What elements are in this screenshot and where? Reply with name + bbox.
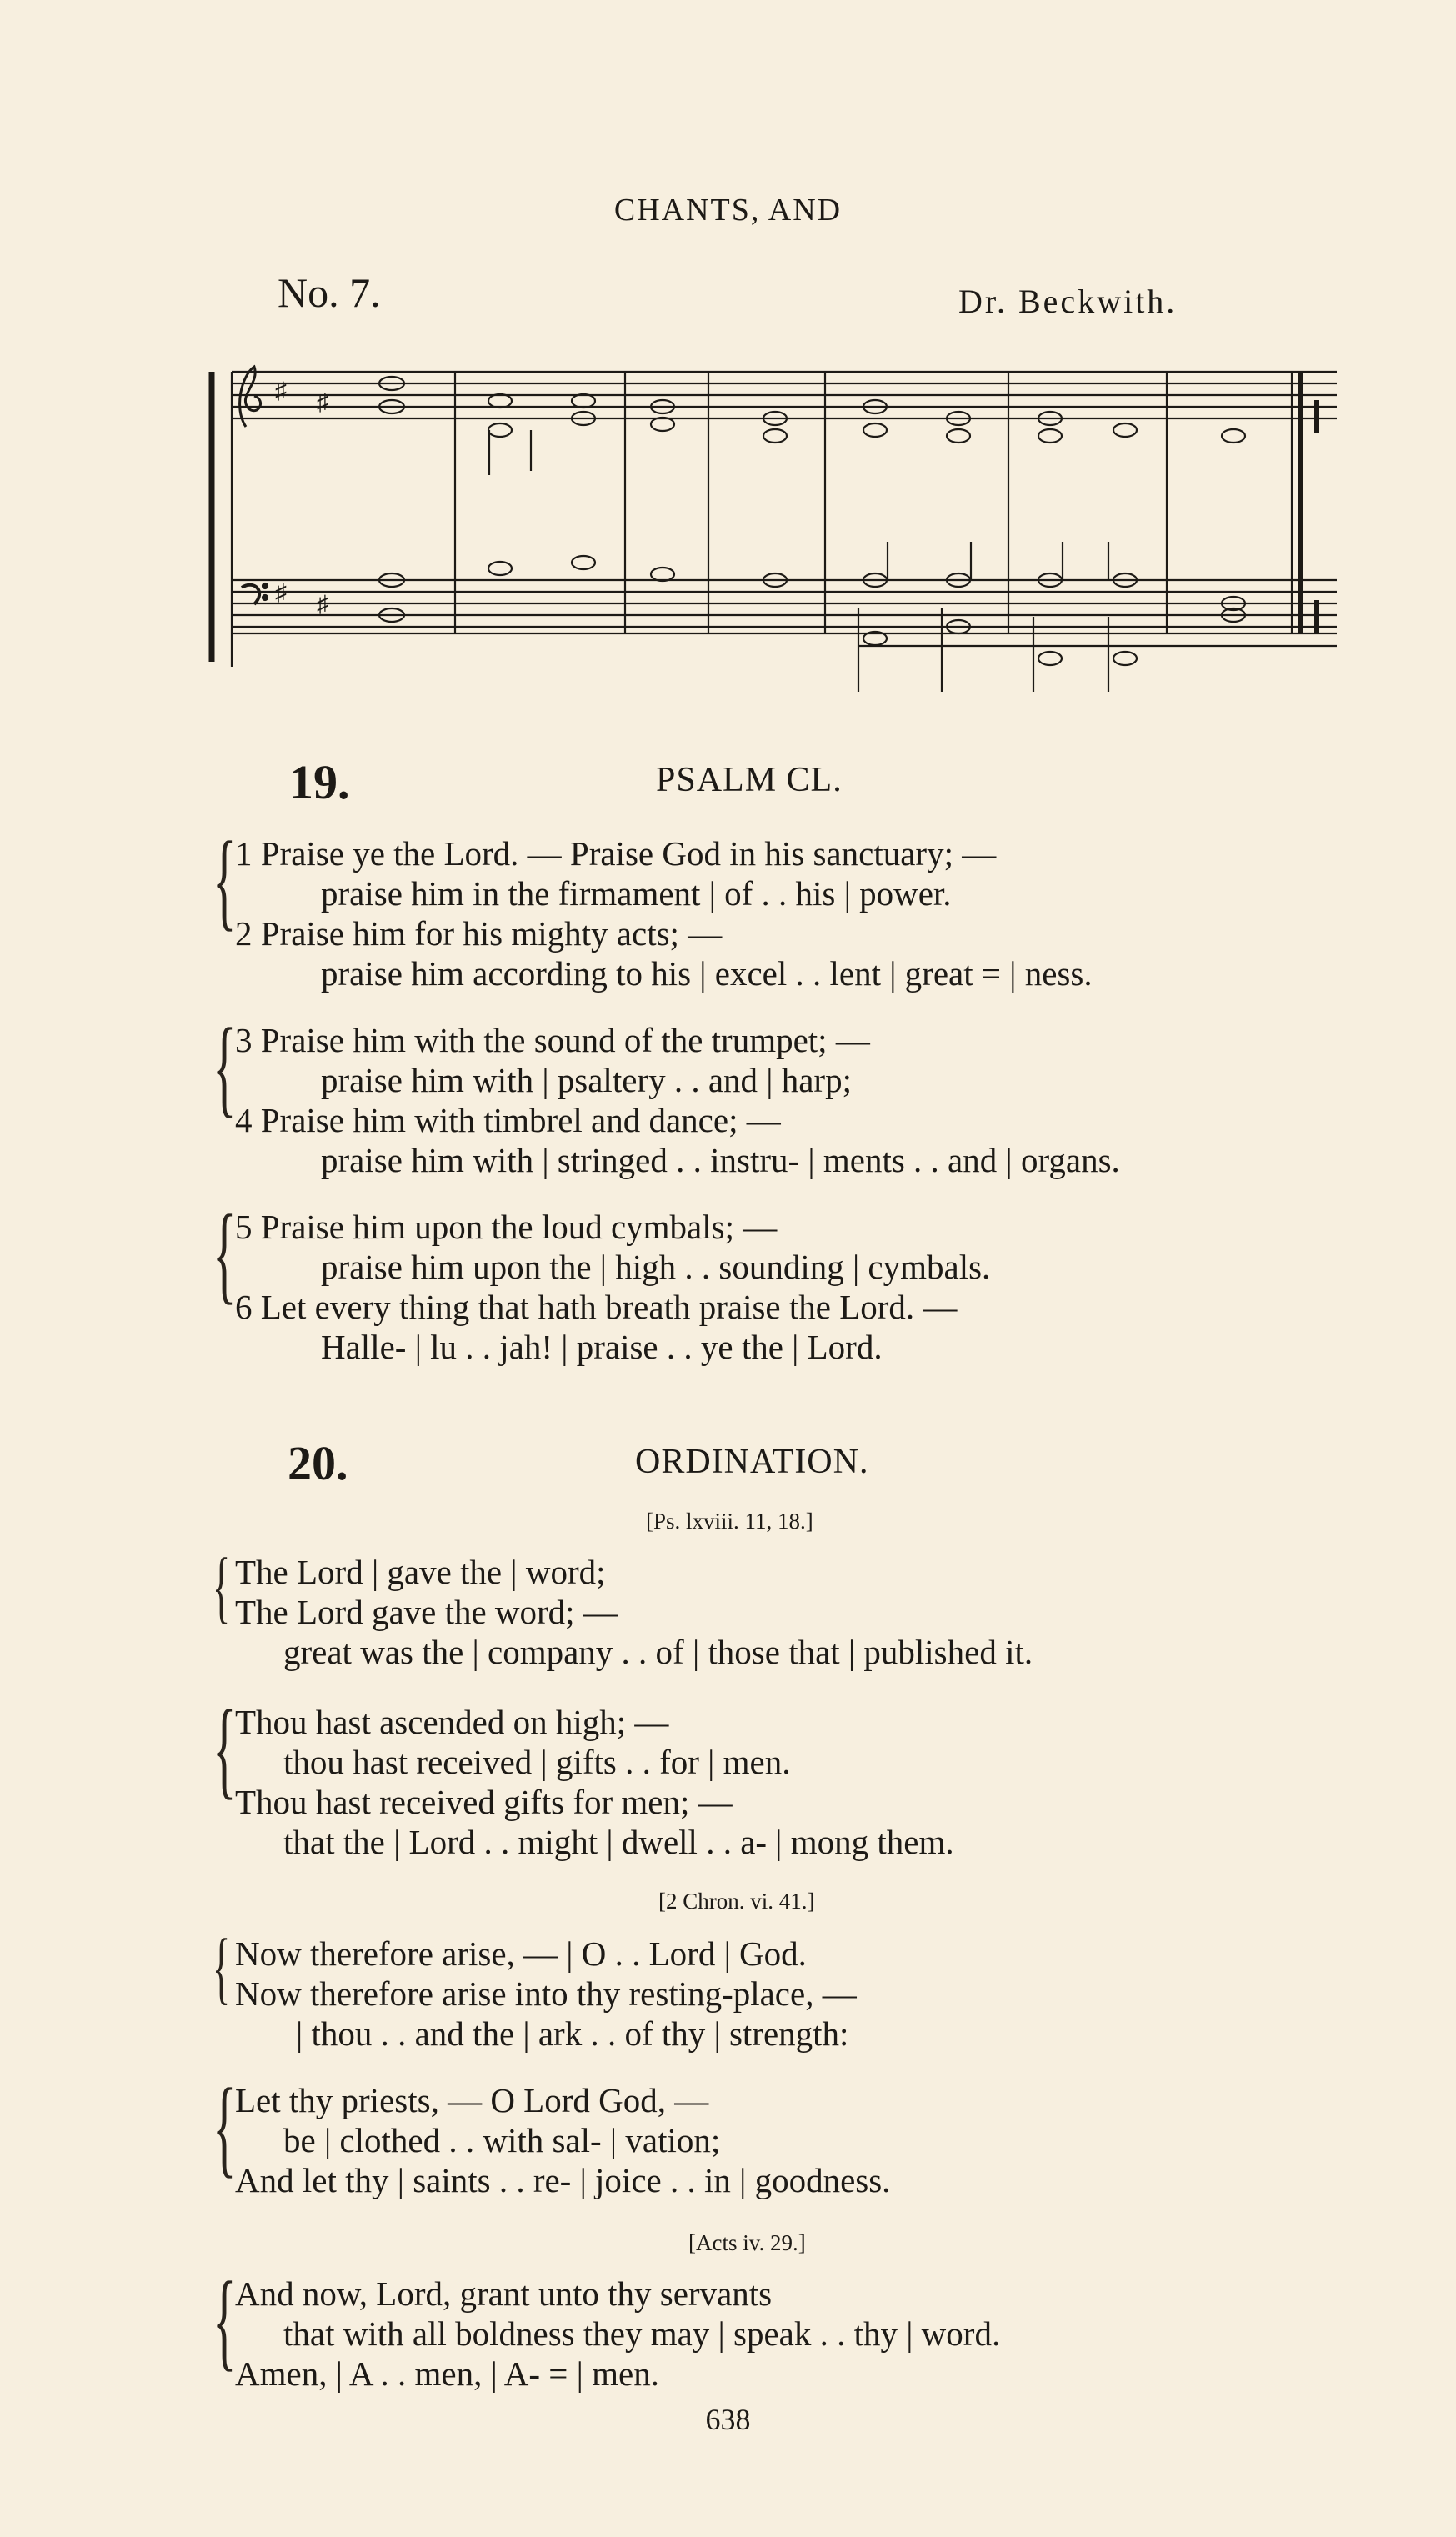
svg-text:♯: ♯	[317, 592, 328, 618]
verse-line: 3 Praise him with the sound of the trumpet; —	[235, 1021, 870, 1059]
verse-line: Thou hast ascended on high; —	[235, 1703, 669, 1741]
verse-line: that with all boldness they may | speak . . thy | word.	[283, 2314, 1001, 2353]
scripture-reference: [2 Chron. vi. 41.]	[658, 1889, 815, 1914]
verse-line: Halle- | lu . . jah! | praise . . ye the | Lord.	[321, 1328, 883, 1366]
verse-line: The Lord | gave the | word;	[235, 1553, 606, 1591]
verse-line: praise him with | stringed . . instru- | ments . . and | organs.	[321, 1141, 1120, 1179]
section-20-number: 20.	[288, 1436, 348, 1490]
verse-brace: {	[213, 818, 237, 941]
verse-brace: {	[213, 2065, 237, 2188]
verse-line: 5 Praise him upon the loud cymbals; —	[235, 1208, 778, 1246]
verse-line: 1 Praise ye the Lord. — Praise God in his sanctuary; —	[235, 834, 997, 873]
verse-line: praise him in the firmament | of . . his | power.	[321, 874, 952, 913]
running-head: CHANTS, AND	[613, 193, 843, 228]
verse-brace: {	[213, 2259, 237, 2381]
verse-line: praise him according to his | excel . . lent | great = | ness.	[321, 954, 1093, 993]
verse-line: Now therefore arise, — | O . . Lord | God.	[235, 1934, 807, 1973]
svg-text:♯: ♯	[317, 390, 328, 416]
verse-line: praise him upon the | high . . sounding | cymbals.	[321, 1248, 991, 1286]
verse-line: Amen, | A . . men, | A- = | men.	[235, 2354, 659, 2393]
composer-name: Dr. Beckwith.	[958, 283, 1178, 320]
verse-line: And now, Lord, grant unto thy servants	[235, 2274, 773, 2313]
verse-brace: {	[213, 1542, 231, 1632]
music-score	[208, 350, 1350, 692]
verse-line: And let thy | saints . . re- | joice . . in | goodness.	[235, 2161, 891, 2199]
verse-line: thou hast received | gifts . . for | men.	[283, 1743, 791, 1781]
verse-line: be | clothed . . with sal- | vation;	[283, 2121, 721, 2159]
verse-line: The Lord gave the word; —	[235, 1593, 618, 1631]
section-19-title: PSALM CL.	[656, 761, 843, 799]
verse-line: that the | Lord . . might | dwell . . a- | mong them.	[283, 1823, 954, 1861]
verse-line: | thou . . and the | ark . . of thy | strength:	[296, 2014, 849, 2053]
verse-line: praise him with | psaltery . . and | harp;	[321, 1061, 852, 1099]
verse-brace: {	[213, 1192, 237, 1314]
verse-line: great was the | company . . of | those that | published it.	[283, 1633, 1033, 1671]
verse-brace: {	[213, 1005, 237, 1128]
verse-line: Let thy priests, — O Lord God, —	[235, 2081, 709, 2119]
scripture-reference: [Acts iv. 29.]	[688, 2230, 806, 2255]
verse-brace: {	[213, 1687, 237, 1809]
page-number: 638	[705, 2403, 751, 2436]
verse-line: 2 Praise him for his mighty acts; —	[235, 914, 723, 953]
chant-number: No. 7.	[278, 269, 381, 316]
verse-line: 6 Let every thing that hath breath praise the Lord. —	[235, 1288, 958, 1326]
section-19-number: 19.	[289, 755, 350, 809]
verse-line: Now therefore arise into thy resting-place, —	[235, 1974, 857, 2013]
verse-line: 4 Praise him with timbrel and dance; —	[235, 1101, 781, 1139]
verse-brace: {	[213, 1923, 231, 2013]
section-20-title: ORDINATION.	[635, 1443, 869, 1481]
svg-text:♯: ♯	[275, 580, 287, 606]
svg-text:♯: ♯	[275, 378, 287, 404]
scripture-reference: [Ps. lxviii. 11, 18.]	[646, 1509, 813, 1534]
verse-line: Thou hast received gifts for men; —	[235, 1783, 733, 1821]
